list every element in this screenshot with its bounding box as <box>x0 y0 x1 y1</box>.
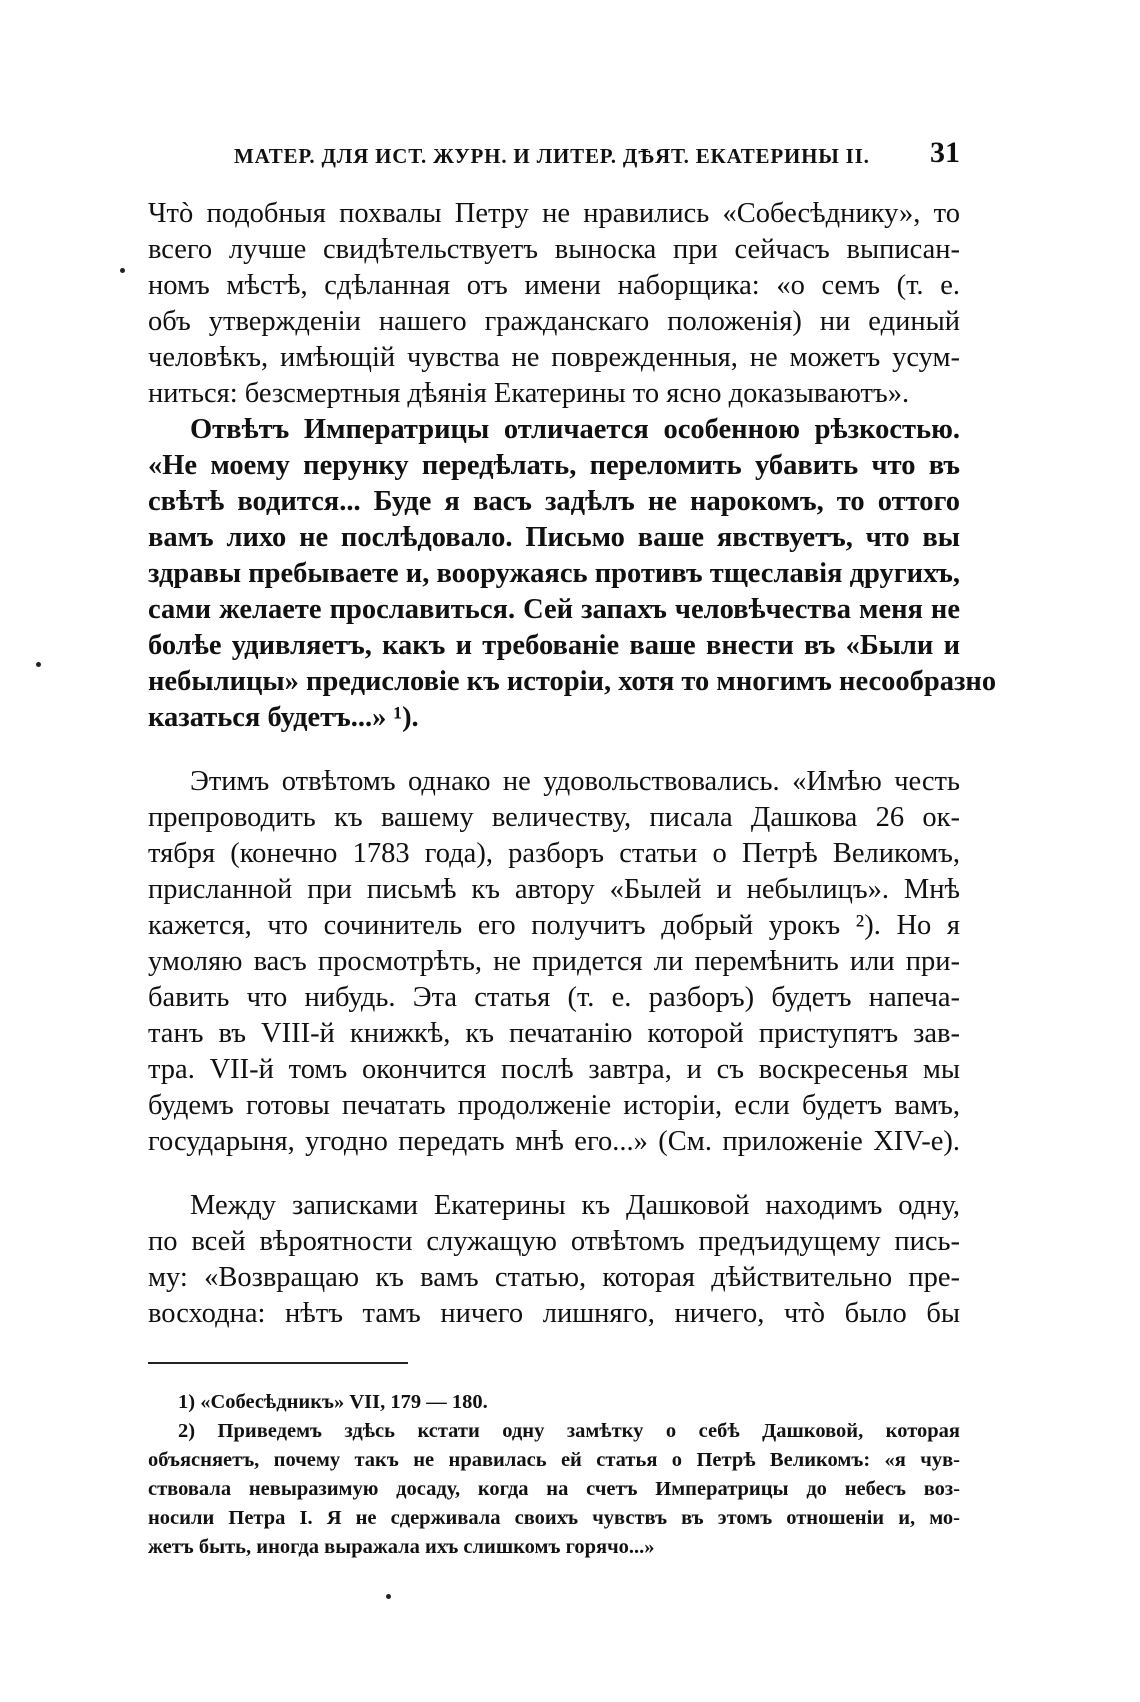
text-line: Между записками Екатерины къ Дашковой находимъ одну, <box>190 1190 960 1221</box>
text-line: здравы пребываете и, вооружаясь противъ тщеславія другихъ, <box>148 558 960 589</box>
paragraph-2 <box>148 412 997 736</box>
running-title: МАТЕР. ДЛЯ ИСТ. ЖУРН. И ЛИТЕР. ДѢЯТ. ЕКАТЕРИНЫ II. <box>234 144 870 168</box>
text-line: номъ мѣстѣ, сдѣланная отъ имени наборщика: «о семъ (т. е. <box>148 270 960 301</box>
text-line: Отвѣтъ Императрицы отличается особенною рѣзкостью. <box>190 414 960 445</box>
text-line: государыня, угодно передать мнѣ его...» (См. приложеніе XIV-е). <box>148 1126 960 1157</box>
speck-mark <box>36 662 41 667</box>
footnote-rule <box>148 1362 408 1364</box>
paragraph-1 <box>148 196 960 412</box>
speck-mark <box>386 1594 391 1599</box>
text-line: казаться будетъ...» ¹). <box>148 702 419 733</box>
page-number: 31 <box>930 136 960 169</box>
text-line: по всей вѣроятности служащую отвѣтомъ предъидущему пись- <box>148 1226 960 1257</box>
text-line: человѣкъ, имѣющій чувства не поврежденныя, не можетъ усум- <box>148 342 960 373</box>
text-line: всего лучше свидѣтельствуетъ выноска при сейчасъ выписан- <box>148 234 960 265</box>
paragraph-4 <box>148 1188 960 1332</box>
text-line: небылицы» предисловіе къ исторіи, хотя то многимъ несообразно <box>148 666 997 697</box>
body-text <box>148 196 997 1332</box>
text-line: «Не моему перунку передѣлать, переломить убавить что въ <box>148 450 960 481</box>
text-line: будемъ готовы печатать продолженіе исторіи, если будетъ вамъ, <box>148 1090 960 1121</box>
text-line: восходна: нѣтъ тамъ ничего лишняго, ничего, чтò было бы <box>148 1298 960 1329</box>
text-line: ниться: безсмертныя дѣянія Екатерины то ясно доказываютъ». <box>148 378 910 409</box>
text-line: тября (конечно 1783 года), разборъ статьи о Петрѣ Великомъ, <box>148 838 960 869</box>
text-line: умоляю васъ просмотрѣть, не придется ли перемѣнить или при- <box>148 946 960 977</box>
footnote-2-line: носили Петра I. Я не сдерживала своихъ чувствъ въ этомъ отношеніи и, мо- <box>148 1507 960 1529</box>
text-line: болѣе удивляетъ, какъ и требованіе ваше внести въ «Были и <box>148 630 960 661</box>
speck-mark <box>120 268 125 273</box>
text-line: бавить что нибудь. Эта статья (т. е. разборъ) будетъ напеча- <box>148 982 960 1013</box>
text-line: объ утвержденіи нашего гражданскаго положенія) ни единый <box>148 306 960 337</box>
text-line: сами желаете прославиться. Сей запахъ человѣчества меня не <box>148 594 960 625</box>
text-line: свѣтѣ водится... Буде я васъ задѣлъ не нарокомъ, то оттого <box>148 486 960 517</box>
text-line: вамъ лихо не послѣдовало. Письмо ваше явствуетъ, что вы <box>148 522 960 553</box>
paragraph-3 <box>148 764 960 1160</box>
text-line: танъ въ VIII-й книжкѣ, къ печатанію которой приступятъ зав- <box>148 1018 960 1049</box>
text-line: Этимъ отвѣтомъ однако не удовольствовались. «Имѣю честь <box>190 766 960 797</box>
running-header <box>148 136 960 180</box>
text-line: Чтò подобныя похвалы Петру не нравились «Собесѣднику», то <box>148 198 960 229</box>
text-line: тра. VII-й томъ окончится послѣ завтра, и съ воскресенья мы <box>148 1054 960 1085</box>
footnotes <box>148 1388 960 1562</box>
text-line: препроводить къ вашему величеству, писала Дашкова 26 ок- <box>148 802 960 833</box>
text-line: присланной при письмѣ къ автору «Былей и небылицъ». Мнѣ <box>148 874 960 905</box>
footnote-2-line: жетъ быть, иногда выражала ихъ слишкомъ горячо...» <box>148 1536 655 1558</box>
footnote-2-line: ствовала невыразимую досаду, когда на счетъ Императрицы до небесъ воз- <box>148 1478 960 1500</box>
footnote-2-line: 2) Приведемъ здѣсь кстати одну замѣтку о себѣ Дашковой, которая <box>178 1420 960 1442</box>
text-line: кажется, что сочинитель его получитъ добрый урокъ ²). Но я <box>148 910 960 941</box>
footnote-2-line: объясняетъ, почему такъ не нравилась ей статья о Петрѣ Великомъ: «я чув- <box>148 1449 960 1471</box>
text-line: му: «Возвращаю къ вамъ статью, которая дѣйствительно пре- <box>148 1262 960 1293</box>
footnote-1: 1) «Собесѣдникъ» VII, 179 — 180. <box>178 1391 488 1413</box>
